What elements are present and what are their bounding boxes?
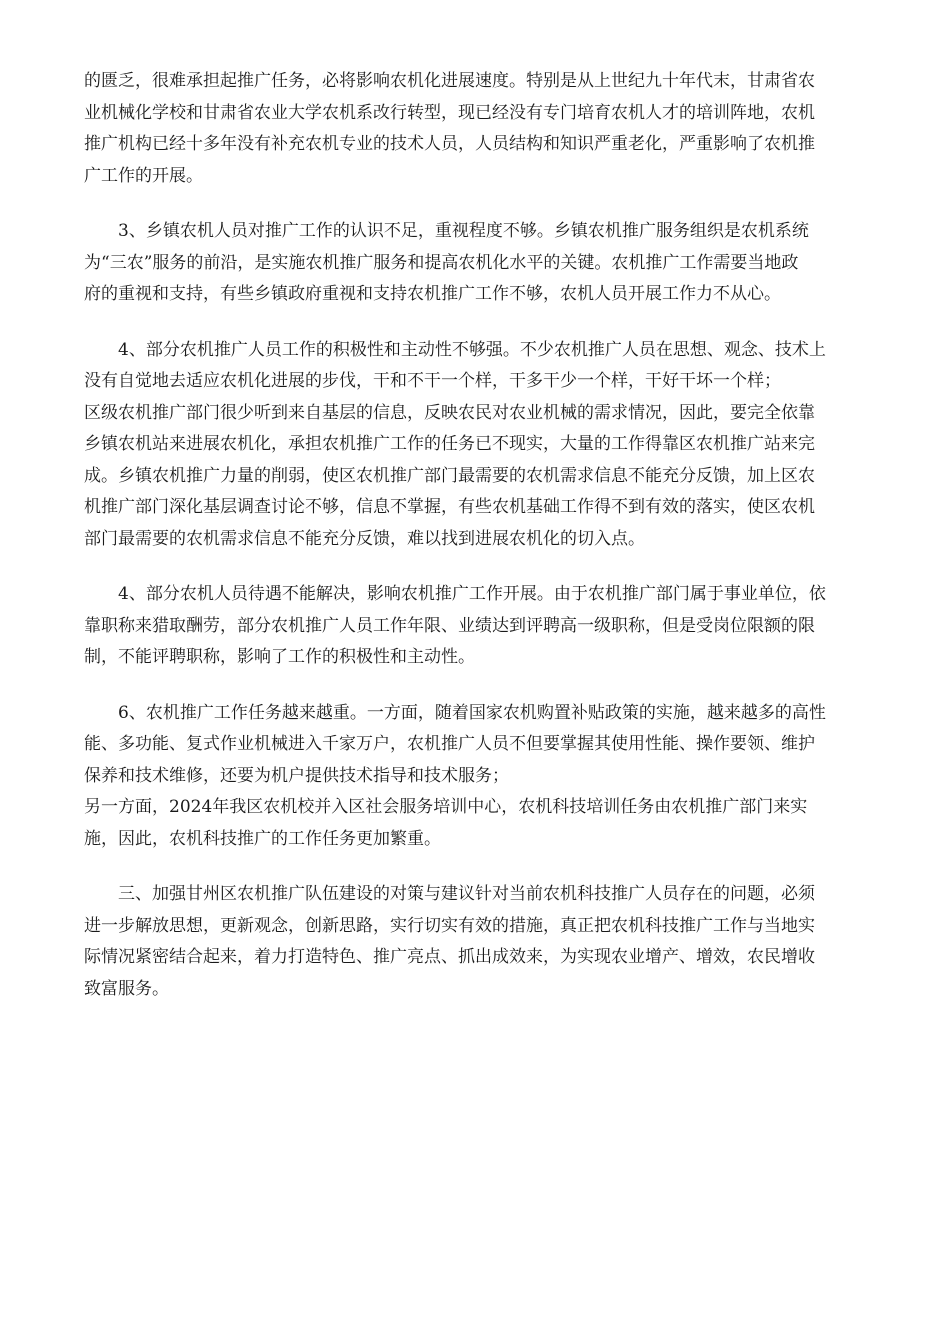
text-line: 府的重视和支持，有些乡镇政府重视和支持农机推广工作不够，农机人员开展工作力不从心。: [84, 284, 781, 304]
text-line: 的匮乏，很难承担起推广任务，必将影响农机化进展速度。特别是从上世纪九十年代末，甘肃省农: [84, 71, 815, 91]
text-line: 成。乡镇农机推广力量的削弱，使区农机推广部门最需要的农机需求信息不能充分反馈，加上区农: [84, 465, 815, 486]
text-line: 际情况紧密结合起来，着力打造特色、推广亮点、抓出成效来，为实现农业增产、增效，农民增收: [84, 947, 815, 967]
paragraph-continuation: [84, 66, 868, 192]
text-line: 推广机构已经十多年没有补充农机专业的技术人员，人员结构和知识严重老化，严重影响了农机推: [84, 134, 815, 154]
text-line: 进一步解放思想，更新观念，创新思路，实行切实有效的措施，真正把农机科技推广工作与当地实: [84, 915, 815, 936]
paragraph-section-3: [84, 879, 868, 1005]
text-line: 6、农机推广工作任务越来越重。一方面，随着国家农机购置补贴政策的实施，越来越多的高性: [118, 702, 826, 723]
text-line: 为“三农”服务的前沿，是实施农机推广服务和提高农机化水平的关键。农机推广工作需要当地政: [84, 252, 799, 273]
text-line: 3、乡镇农机人员对推广工作的认识不足，重视程度不够。乡镇农机推广服务组织是农机系统: [118, 221, 809, 241]
text-line: 区级农机推广部门很少听到来自基层的信息，反映农民对农业机械的需求情况，因此，要完全依靠: [84, 402, 815, 423]
paragraph-point-4a: [84, 335, 868, 556]
text-line: 制，不能评聘职称，影响了工作的积极性和主动性。: [84, 647, 475, 667]
paragraph-point-3: [84, 216, 868, 311]
text-line: 4、部分农机推广人员工作的积极性和主动性不够强。不少农机推广人员在思想、观念、技术上: [118, 339, 826, 360]
text-line: 保养和技术维修，还要为机户提供技术指导和技术服务；: [84, 765, 509, 786]
paragraph-point-4b: [84, 579, 868, 674]
text-line: 没有自觉地去适应农机化进展的步伐，干和不干一个样，干多干少一个样，干好干坏一个样；: [84, 371, 781, 391]
paragraph-point-6: [84, 698, 868, 856]
text-line: 广工作的开展。: [84, 165, 203, 186]
text-line: 能、多功能、复式作业机械进入千家万户，农机推广人员不但要掌握其使用性能、操作要领、维护: [84, 734, 815, 754]
text-line: 靠职称来猎取酬劳，部分农机推广人员工作年限、业绩达到评聘高一级职称，但是受岗位限额的限: [84, 615, 815, 636]
document-body: [84, 66, 868, 1029]
text-line: 致富服务。: [84, 978, 169, 999]
text-line: 乡镇农机站来进展农机化，承担农机推广工作的任务已不现实，大量的工作得靠区农机推广站来完: [84, 434, 815, 454]
text-line: 另一方面，2024年我区农机校并入区社会服务培训中心，农机科技培训任务由农机推广部门来实: [84, 797, 808, 817]
text-line: 三、加强甘州区农机推广队伍建设的对策与建议针对当前农机科技推广人员存在的问题，必须: [118, 884, 815, 904]
text-line: 机推广部门深化基层调查讨论不够，信息不掌握，有些农机基础工作得不到有效的落实，使区农机: [84, 497, 815, 517]
text-line: 施，因此，农机科技推广的工作任务更加繁重。: [84, 828, 441, 849]
text-line: 业机械化学校和甘肃省农业大学农机系改行转型，现已经没有专门培育农机人才的培训阵地，农机: [84, 102, 815, 123]
text-line: 4、部分农机人员待遇不能解决，影响农机推广工作开展。由于农机推广部门属于事业单位，依: [118, 584, 826, 604]
text-line: 部门最需要的农机需求信息不能充分反馈，难以找到进展农机化的切入点。: [84, 528, 645, 549]
